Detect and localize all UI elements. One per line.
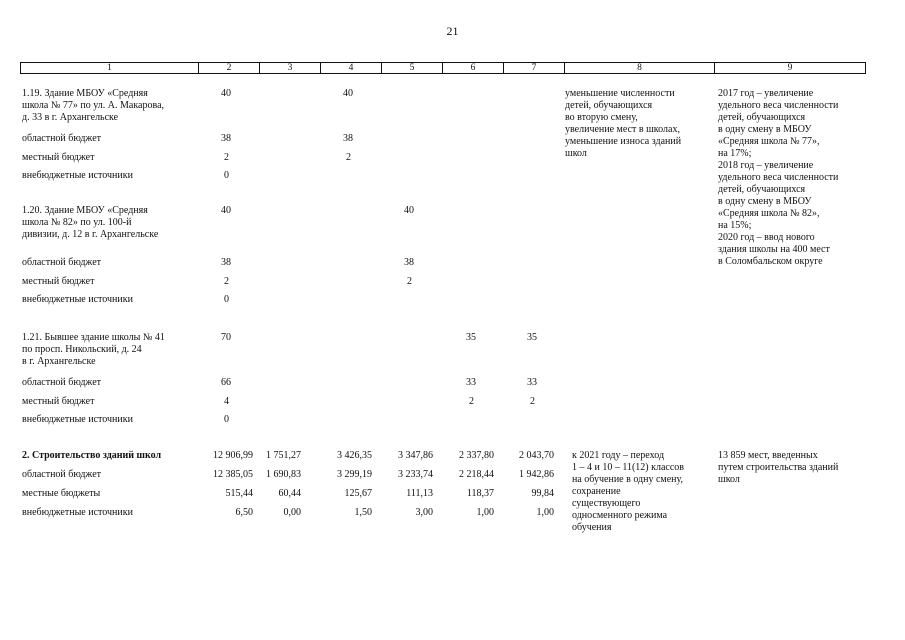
s2-col5: 3 347,86 (398, 450, 433, 461)
s119-vne-col2: 0 (224, 170, 229, 181)
col9-top-6: на 17%; (718, 148, 752, 159)
s121-obl-col6: 33 (466, 377, 476, 388)
s2-vne-col2: 6,50 (235, 507, 253, 518)
page-number: 21 (446, 24, 459, 38)
s2-mest-col4: 125,67 (344, 488, 372, 499)
s120-title-2: школа № 82» по ул. 100-й (22, 217, 132, 228)
col8-top-3: во вторую смену, (565, 112, 638, 123)
s121-obl-label: областной бюджет (22, 377, 102, 388)
s119-obl-col4: 38 (343, 133, 353, 144)
s121-vne-col2: 0 (224, 414, 229, 425)
col9-top-2: удельного веса численности (718, 100, 839, 111)
col9-top-3: детей, обучающихся (718, 112, 806, 123)
col9-top-15: в Соломбальском округе (718, 256, 823, 267)
col-header-6: 6 (443, 63, 504, 74)
s119-mest-col4: 2 (346, 152, 351, 163)
s120-obl-col5: 38 (404, 257, 414, 268)
s2-obl-col3: 1 690,83 (266, 469, 301, 480)
s121-obl-col7: 33 (527, 377, 537, 388)
col-header-3: 3 (260, 63, 321, 74)
s2-col2: 12 906,99 (213, 450, 253, 461)
col-header-8: 8 (565, 63, 715, 74)
col-header-1: 1 (21, 63, 199, 74)
col8-top-4: увеличение мест в школах, (565, 124, 680, 135)
s2-vne-col3: 0,00 (283, 507, 301, 518)
s2-vne-col6: 1,00 (476, 507, 494, 518)
s120-col5: 40 (404, 205, 414, 216)
s121-col2: 70 (221, 332, 231, 343)
s2-col8-6: односменного режима (572, 510, 668, 521)
s2-vne-col5: 3,00 (415, 507, 433, 518)
s121-col6: 35 (466, 332, 476, 343)
s121-title-3: в г. Архангельске (22, 356, 96, 367)
s120-obl-label: областной бюджет (22, 257, 102, 268)
s121-title-2: по просп. Никольский, д. 24 (22, 344, 142, 355)
s2-obl-col2: 12 385,05 (213, 469, 253, 480)
col9-top-13: 2020 год – ввод нового (718, 232, 815, 243)
s119-title-2: школа № 77» по ул. А. Макарова, (22, 100, 165, 111)
s119-title-3: д. 33 в г. Архангельске (22, 112, 119, 123)
s2-col6: 2 337,80 (459, 450, 494, 461)
s2-vne-label: внебюджетные источники (22, 507, 133, 518)
col-header-2: 2 (199, 63, 260, 74)
s121-mest-label: местный бюджет (22, 396, 95, 407)
s2-col8-3: на обучение в одну смену, (572, 474, 684, 485)
s2-mest-col5: 111,13 (406, 488, 433, 499)
col-header-4: 4 (321, 63, 382, 74)
s2-col8-4: сохранение (572, 486, 621, 497)
s121-col7: 35 (527, 332, 537, 343)
col-header-9: 9 (715, 63, 866, 74)
s2-col3: 1 751,27 (266, 450, 301, 461)
s2-mest-col3: 60,44 (278, 488, 301, 499)
s120-mest-col2: 2 (224, 276, 229, 287)
s2-obl-col7: 1 942,86 (519, 469, 554, 480)
s2-col7: 2 043,70 (519, 450, 554, 461)
col9-top-5: «Средняя школа № 77», (718, 136, 820, 147)
col8-top-5: уменьшение износа зданий (565, 136, 682, 147)
col9-top-11: «Средняя школа № 82», (718, 208, 820, 219)
column-header-row (20, 62, 866, 74)
s2-vne-col4: 1,50 (354, 507, 372, 518)
col8-top-2: детей, обучающихся (565, 100, 653, 111)
s2-col4: 3 426,35 (337, 450, 372, 461)
col9-top-12: на 15%; (718, 220, 752, 231)
s121-obl-col2: 66 (221, 377, 231, 388)
s119-col4: 40 (343, 88, 353, 99)
s119-col2: 40 (221, 88, 231, 99)
col9-top-1: 2017 год – увеличение (718, 88, 814, 99)
s2-col9-1: 13 859 мест, введенных (718, 450, 818, 461)
s2-obl-col6: 2 218,44 (459, 469, 494, 480)
s119-obl-label: областной бюджет (22, 133, 102, 144)
s120-title-1: 1.20. Здание МБОУ «Средняя (22, 205, 148, 216)
s2-col9-2: путем строительства зданий (718, 462, 839, 473)
s2-mest-label: местные бюджеты (22, 488, 101, 499)
col8-top-6: школ (565, 148, 587, 159)
col9-top-4: в одну смену в МБОУ (718, 124, 812, 135)
s120-vne-label: внебюджетные источники (22, 294, 133, 305)
s120-col2: 40 (221, 205, 231, 216)
s120-obl-col2: 38 (221, 257, 231, 268)
col9-top-10: в одну смену в МБОУ (718, 196, 812, 207)
s2-col8-2: 1 – 4 и 10 – 11(12) классов (572, 462, 685, 473)
s2-obl-col5: 3 233,74 (398, 469, 433, 480)
s121-mest-col7: 2 (530, 396, 535, 407)
s2-mest-col6: 118,37 (466, 488, 494, 499)
s2-col9-3: школ (718, 474, 740, 485)
s2-vne-col7: 1,00 (536, 507, 554, 518)
s120-mest-label: местный бюджет (22, 276, 95, 287)
s121-title-1: 1.21. Бывшее здание школы № 41 (22, 332, 165, 343)
col9-top-9: детей, обучающихся (718, 184, 806, 195)
s119-title-1: 1.19. Здание МБОУ «Средняя (22, 88, 148, 99)
s2-mest-col2: 515,44 (225, 488, 253, 499)
s2-title: 2. Строительство зданий школ (22, 450, 162, 461)
s119-vne-label: внебюджетные источники (22, 170, 133, 181)
s121-vne-label: внебюджетные источники (22, 414, 133, 425)
col9-top-7: 2018 год – увеличение (718, 160, 814, 171)
s120-mest-col5: 2 (407, 276, 412, 287)
s2-obl-label: областной бюджет (22, 469, 102, 480)
col9-top-14: здания школы на 400 мест (718, 244, 830, 255)
s119-mest-col2: 2 (224, 152, 229, 163)
col-header-7: 7 (504, 63, 565, 74)
s2-obl-col4: 3 299,19 (337, 469, 372, 480)
s2-col8-7: обучения (572, 522, 612, 533)
s2-col8-5: существующего (572, 498, 641, 509)
s121-mest-col2: 4 (224, 396, 229, 407)
s119-obl-col2: 38 (221, 133, 231, 144)
col8-top-1: уменьшение численности (565, 88, 675, 99)
s120-title-3: дивизии, д. 12 в г. Архангельске (22, 229, 159, 240)
s119-mest-label: местный бюджет (22, 152, 95, 163)
col9-top-8: удельного веса численности (718, 172, 839, 183)
s2-mest-col7: 99,84 (531, 488, 554, 499)
s120-vne-col2: 0 (224, 294, 229, 305)
col-header-5: 5 (382, 63, 443, 74)
s121-mest-col6: 2 (469, 396, 474, 407)
s2-col8-1: к 2021 году – переход (572, 450, 665, 461)
